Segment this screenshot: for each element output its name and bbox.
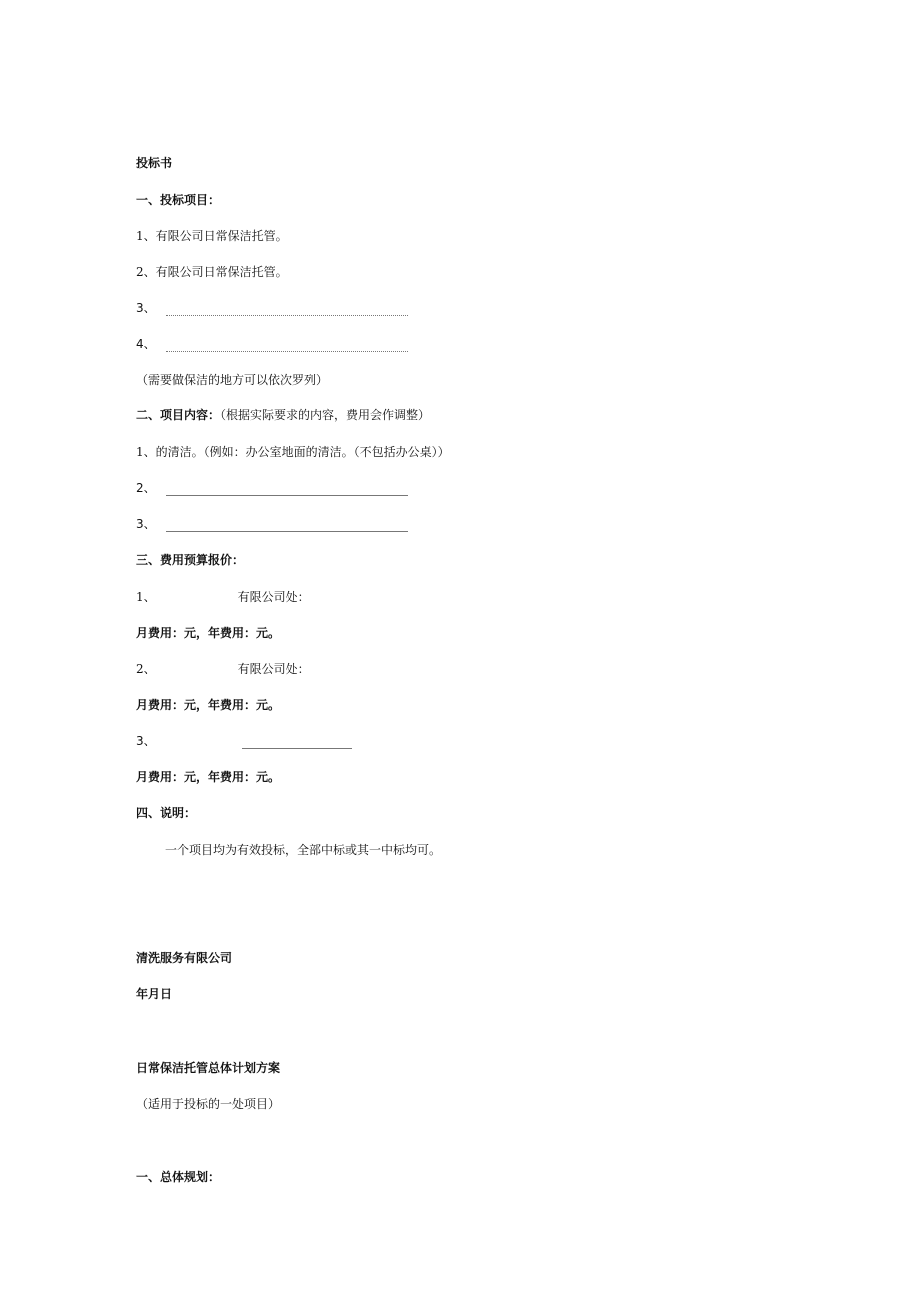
project-item-2: 2、有限公司日常保洁托管。 — [136, 265, 288, 279]
project-item-1: 1、有限公司日常保洁托管。 — [136, 229, 288, 243]
section-1-heading: 一、投标项目： — [136, 193, 221, 207]
content-item-3-number: 3、 — [136, 517, 156, 531]
plan-section-1-heading: 一、总体规划： — [136, 1170, 221, 1184]
section-4-heading: 四、说明： — [136, 806, 197, 820]
plan-subtitle: （适用于投标的一处项目） — [136, 1097, 281, 1111]
cost-entry-2-amount: 月费用：元，年费用：元。 — [136, 698, 281, 712]
cost-entry-2-company: 有限公司处： — [237, 662, 310, 676]
project-item-3-number: 3、 — [136, 301, 156, 315]
content-item-2-number: 2、 — [136, 481, 156, 495]
cost-entry-3-blank — [242, 738, 352, 749]
cost-entry-2-number: 2、 — [136, 662, 156, 676]
content-item-3 — [136, 516, 408, 532]
content-item-2-blank — [166, 485, 408, 496]
cost-entry-3-number: 3、 — [136, 734, 156, 748]
section-2-heading-line — [136, 407, 430, 423]
section-2-heading: 二、项目内容： — [136, 408, 221, 422]
signature-company: 清洗服务有限公司 — [136, 951, 233, 965]
cost-entry-3-amount: 月费用：元，年费用：元。 — [136, 770, 281, 784]
signature-date: 年月日 — [136, 987, 173, 1001]
content-item-3-blank — [166, 521, 408, 532]
project-list-note: （需要做保洁的地方可以依次罗列） — [136, 373, 329, 387]
project-item-4-blank — [166, 341, 408, 352]
section-4-text: 一个项目均为有效投标，全部中标或其一中标均可。 — [165, 843, 442, 857]
project-item-4 — [136, 336, 408, 352]
project-item-4-number: 4、 — [136, 337, 156, 351]
section-2-heading-note: （根据实际要求的内容，费用会作调整） — [220, 408, 431, 422]
cost-entry-1 — [136, 589, 310, 605]
plan-title: 日常保洁托管总体计划方案 — [136, 1061, 281, 1075]
cost-entry-1-company: 有限公司处： — [237, 590, 310, 604]
doc-title: 投标书 — [136, 156, 173, 170]
cost-entry-3 — [136, 733, 352, 749]
cost-entry-1-amount: 月费用：元，年费用：元。 — [136, 626, 281, 640]
project-item-3 — [136, 300, 408, 316]
cost-entry-1-number: 1、 — [136, 590, 156, 604]
content-item-1: 1、的清洁。（例如：办公室地面的清洁。（不包括办公桌）） — [136, 445, 450, 459]
content-item-2 — [136, 480, 408, 496]
project-item-3-blank — [166, 305, 408, 316]
section-3-heading: 三、费用预算报价： — [136, 553, 245, 567]
cost-entry-2 — [136, 661, 310, 677]
